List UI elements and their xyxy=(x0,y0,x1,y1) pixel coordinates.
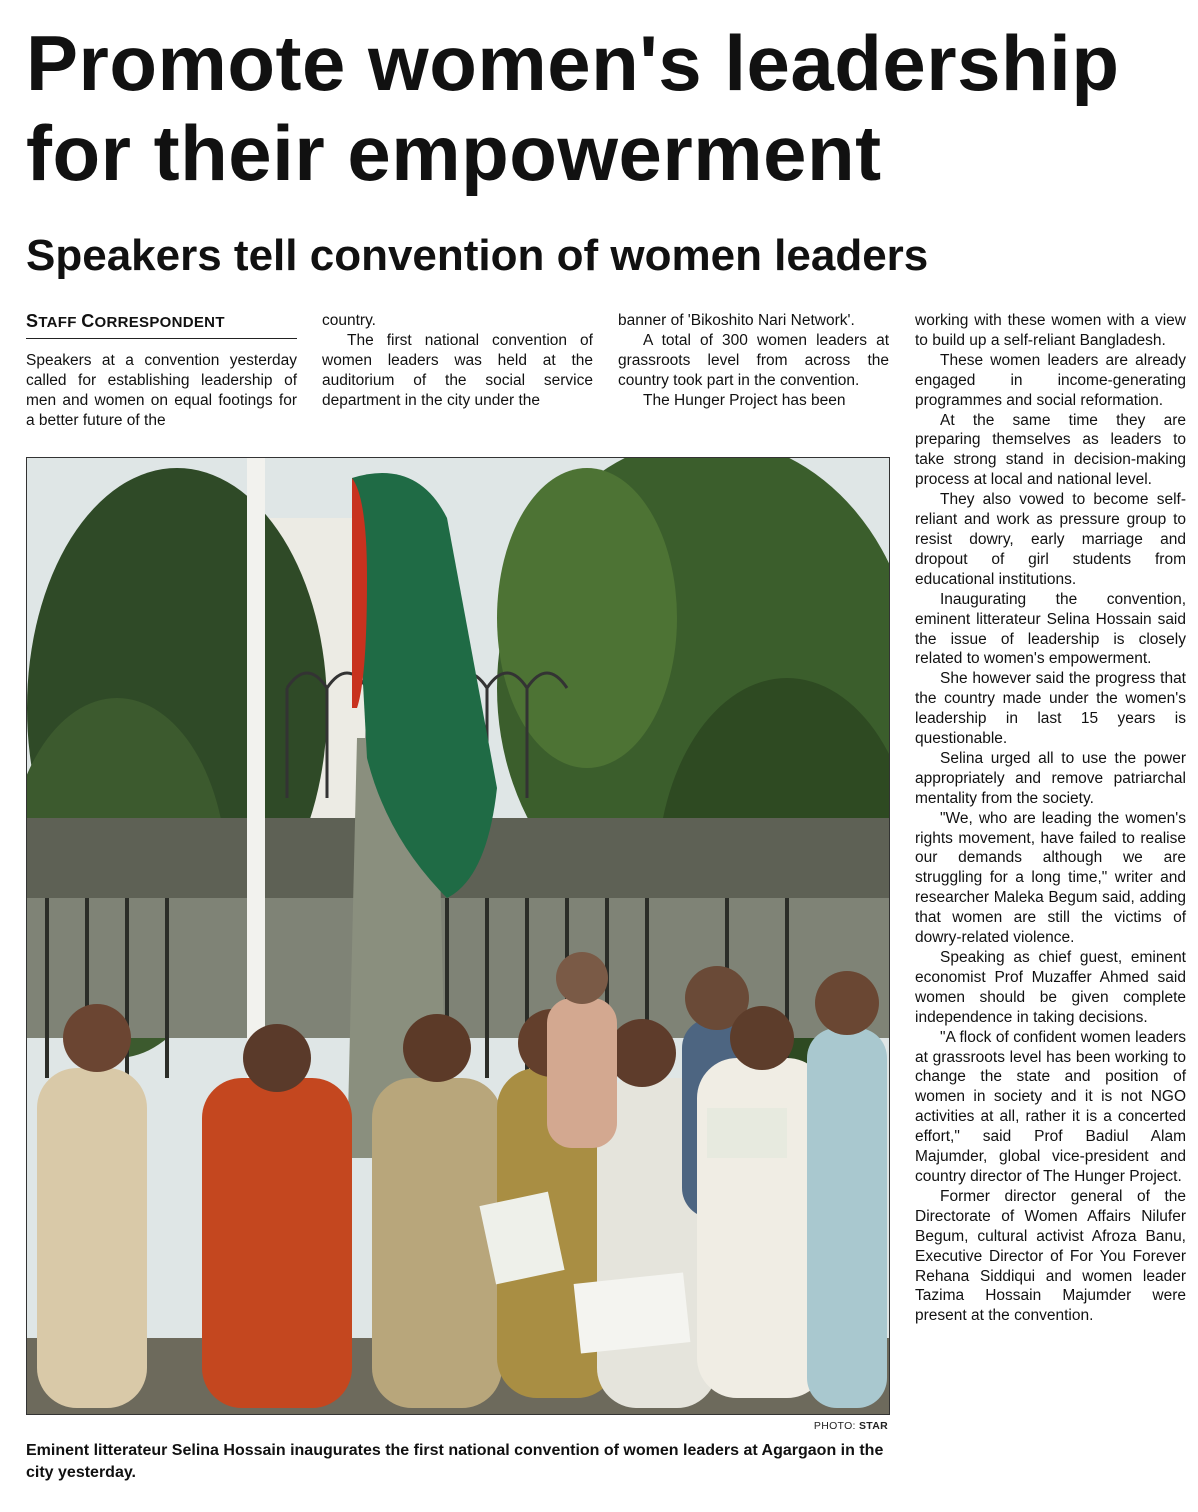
paragraph: Speakers at a convention yesterday called for establishing leadership of men and women on equal footings for a better future of the xyxy=(26,351,297,429)
paragraph: A total of 300 women leaders at grassroots level from across the country took part in the convention. xyxy=(618,331,889,389)
photo-credit: PHOTO: STAR xyxy=(813,1420,888,1432)
paragraph: They also vowed to become self-reliant and work as pressure group to resist dowry, early marriage and dropout of girl students from educational institutions. xyxy=(915,491,1186,588)
article-column-2 xyxy=(322,311,593,411)
byline: STAFF CORRESPONDENT xyxy=(26,312,297,339)
paragraph: working with these women with a view to build up a self-reliant Bangladesh. xyxy=(915,312,1186,349)
paragraph: Speaking as chief guest, eminent economist Prof Muzaffer Ahmed said women should be given complete independence in taking decisions. xyxy=(915,949,1186,1026)
paragraph: She however said the progress that the country made under the women's leadership in last 15 years is questionable. xyxy=(915,670,1186,748)
paragraph: "We, who are leading the women's rights movement, have failed to realise our demands although we are struggling for a long time," writer and researcher Maleka Begum said, adding that women are still the victims of dowry-related violence. xyxy=(915,809,1186,947)
paragraph: Inaugurating the convention, eminent litterateur Selina Hossain said the issue of leadership is closely related to women's empowerment. xyxy=(915,590,1186,668)
subheadline: Speakers tell convention of women leaders xyxy=(26,231,929,280)
paragraph: Selina urged all to use the power appropriately and remove patriarchal mentality from the society. xyxy=(915,749,1186,807)
headline-line-2: for their empowerment xyxy=(26,109,882,197)
article-column-4 xyxy=(915,311,1186,1326)
article-column-1 xyxy=(26,312,297,431)
news-photo xyxy=(26,457,890,1415)
paragraph: The first national convention of women leaders was held at the auditorium of the social service department in the city under the xyxy=(322,331,593,409)
paragraph: country. xyxy=(322,312,376,329)
paragraph: The Hunger Project has been xyxy=(643,391,846,409)
photo-caption: Eminent litterateur Selina Hossain inaugurates the first national convention of women leaders at Agargaon in the city yesterday. xyxy=(26,1442,884,1481)
paragraph: At the same time they are preparing themselves as leaders to take strong stand in decision-making process at local and national level. xyxy=(915,411,1186,489)
paragraph: "A flock of confident women leaders at grassroots level has been working to change the state and position of women in society and it is not NGO activities at all, rather it is a concerted effort," said Prof Badiul Alam Majumder, global vice-president and country director of The Hunger Project. xyxy=(915,1028,1186,1185)
headline xyxy=(26,18,1186,198)
paragraph: These women leaders are already engaged in income-generating programmes and social reformation. xyxy=(915,351,1186,409)
photo-illustration xyxy=(27,458,889,1414)
headline-line-1: Promote women's leadership xyxy=(26,19,1120,107)
paragraph: banner of 'Bikoshito Nari Network'. xyxy=(618,312,855,329)
article-column-3 xyxy=(618,311,889,411)
paragraph: Former director general of the Directorate of Women Affairs Nilufer Begum, cultural activist Afroza Banu, Executive Director of For You Forever Rehana Siddiqui and women leader Tazima Hossain Majumder were present at the convention. xyxy=(915,1187,1186,1325)
